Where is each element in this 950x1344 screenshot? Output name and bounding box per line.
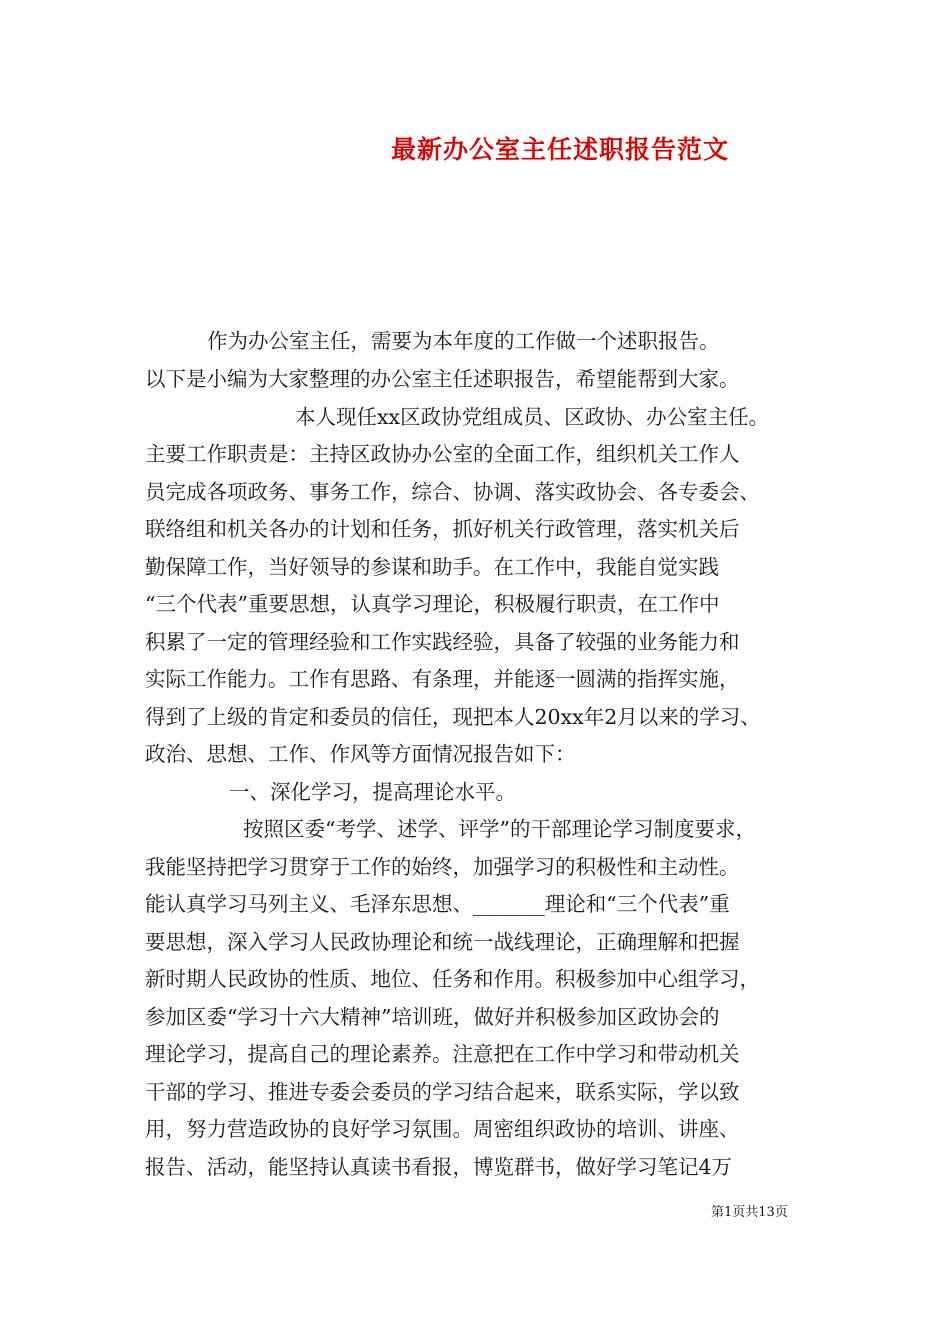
body-line: 积累了一定的管理经验和工作实践经验，具备了较强的业务能力和 bbox=[145, 630, 740, 654]
body-line: 联络组和机关各办的计划和任务，抓好机关行政管理，落实机关后 bbox=[145, 517, 740, 541]
body-line: 员完成各项政务、事务工作，综合、协调、落实政协会、各专委会、 bbox=[145, 480, 760, 504]
page-number: 第1页共13页 bbox=[711, 1205, 788, 1220]
body-line: 报告、活动，能坚持认真读书看报，博览群书，做好学习笔记4万 bbox=[145, 1155, 733, 1179]
body-line: 新时期人民政协的性质、地位、任务和作用。积极参加中心组学习， bbox=[145, 967, 760, 991]
body-line: 实际工作能力。工作有思路、有条理，并能逐一圆满的指挥实施， bbox=[145, 667, 740, 691]
body-line: 参加区委“学习十六大精神”培训班，做好并积极参加区政协会的 bbox=[145, 1005, 720, 1029]
body-line: 按照区委“考学、述学、评学”的干部理论学习制度要求， bbox=[243, 817, 756, 841]
body-line: 政治、思想、工作、作风等方面情况报告如下： bbox=[145, 742, 576, 766]
body-line: 作为办公室主任，需要为本年度的工作做一个述职报告。 bbox=[207, 329, 720, 353]
body-line: 要思想，深入学习人民政协理论和统一战线理论，正确理解和把握 bbox=[145, 930, 740, 954]
body-line: 得到了上级的肯定和委员的信任，现把本人20xx年2月以来的学习、 bbox=[145, 705, 761, 729]
body-line: 勤保障工作，当好领导的参谋和助手。在工作中，我能自觉实践 bbox=[145, 555, 719, 579]
body-line: 以下是小编为大家整理的办公室主任述职报告，希望能帮到大家。 bbox=[145, 367, 740, 391]
body-line: 主要工作职责是：主持区政协办公室的全面工作，组织机关工作人 bbox=[145, 442, 740, 466]
section-heading: 一、深化学习，提高理论水平。 bbox=[229, 780, 516, 804]
body-line: 本人现任xx区政协党组成员、区政协、办公室主任。 bbox=[295, 405, 770, 429]
body-line: 能认真学习马列主义、毛泽东思想、_______理论和“三个代表”重 bbox=[145, 892, 730, 916]
body-line: 用，努力营造政协的良好学习氛围。周密组织政协的培训、讲座、 bbox=[145, 1117, 740, 1141]
body-line: “三个代表”重要思想，认真学习理论，积极履行职责，在工作中 bbox=[145, 592, 720, 616]
body-line: 理论学习，提高自己的理论素养。注意把在工作中学习和带动机关 bbox=[145, 1042, 740, 1066]
body-line: 我能坚持把学习贯穿于工作的始终，加强学习的积极性和主动性。 bbox=[145, 855, 740, 879]
body-line: 干部的学习、推进专委会委员的学习结合起来，联系实际，学以致 bbox=[145, 1080, 740, 1104]
document-title: 最新办公室主任述职报告范文 bbox=[390, 135, 729, 164]
